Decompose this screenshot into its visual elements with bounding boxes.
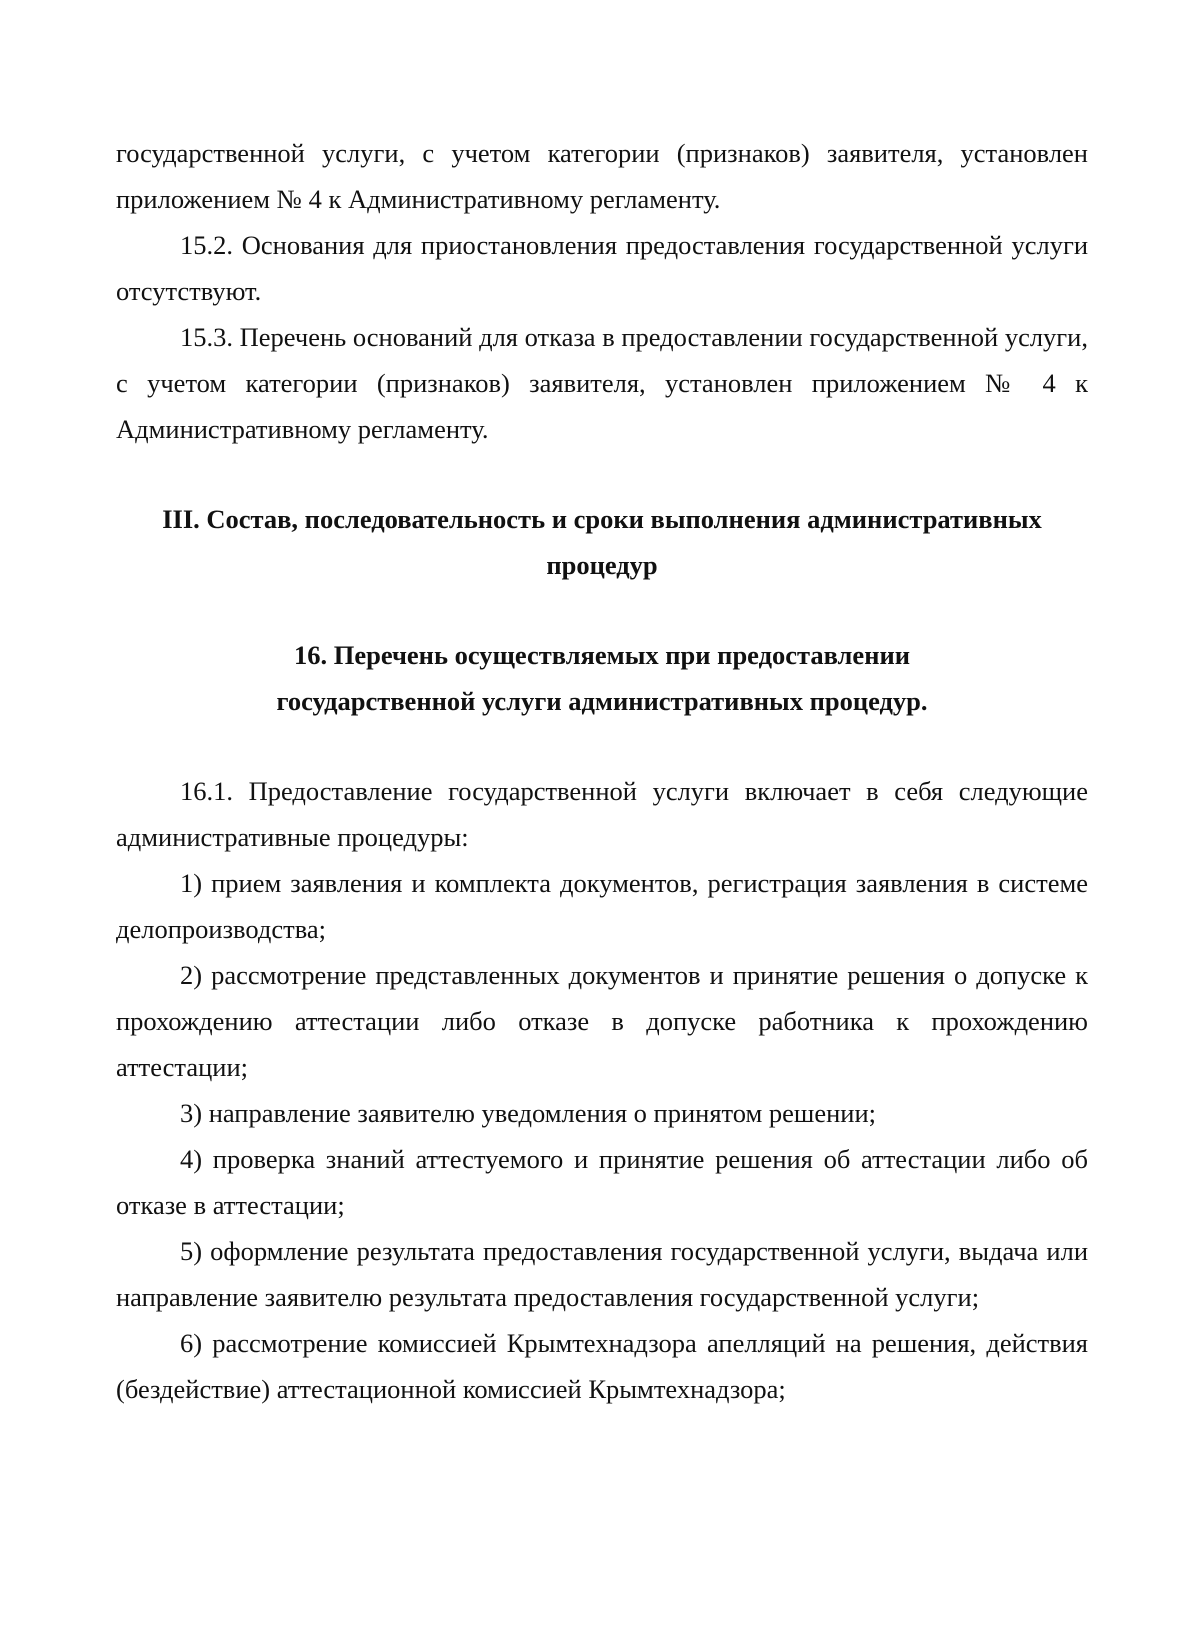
paragraph-15-2: 15.2. Основания для приостановления предоставления государственной услуги отсутствуют. (116, 230, 1088, 306)
section-heading-line-1: III. Состав, последовательность и сроки выполнения административных (162, 504, 1042, 534)
list-item: 2) рассмотрение представленных документов и принятие решения о допуске к прохождению аттестации либо отказе в допуске работника к прохождению аттестации; (116, 960, 1088, 1082)
section-heading (116, 496, 1088, 588)
list-item: 1) прием заявления и комплекта документов, регистрация заявления в системе делопроизводства; (116, 868, 1088, 944)
list-item: 5) оформление результата предоставления государственной услуги, выдача или направление заявителю результата предоставления государственной услуги; (116, 1236, 1088, 1312)
subsection-heading (116, 632, 1088, 724)
list-item: 6) рассмотрение комиссией Крымтехнадзора апелляций на решения, действия (бездействие) аттестационной комиссией Крымтехнадзора; (116, 1328, 1088, 1404)
list-item: 4) проверка знаний аттестуемого и принятие решения об аттестации либо об отказе в аттестации; (116, 1144, 1088, 1220)
list-item: 3) направление заявителю уведомления о принятом решении; (180, 1098, 876, 1128)
procedures-list (116, 768, 1088, 1412)
section-heading-line-2: процедур (546, 550, 658, 580)
subsection-heading-line-2: государственной услуги административных процедур. (276, 686, 928, 716)
paragraph-15-3: 15.3. Перечень оснований для отказа в предоставлении государственной услуги, с учетом категории (признаков) заявителя, установлен приложением № 4 к Административному регламенту. (116, 322, 1088, 444)
document-page (116, 130, 1088, 1412)
paragraph-16-1: 16.1. Предоставление государственной услуги включает в себя следующие административные процедуры: (116, 776, 1088, 852)
subsection-heading-line-1: 16. Перечень осуществляемых при предоставлении (294, 640, 910, 670)
paragraph-continuation: государственной услуги, с учетом категории (признаков) заявителя, установлен приложением № 4 к Административному регламенту. (116, 138, 1088, 214)
